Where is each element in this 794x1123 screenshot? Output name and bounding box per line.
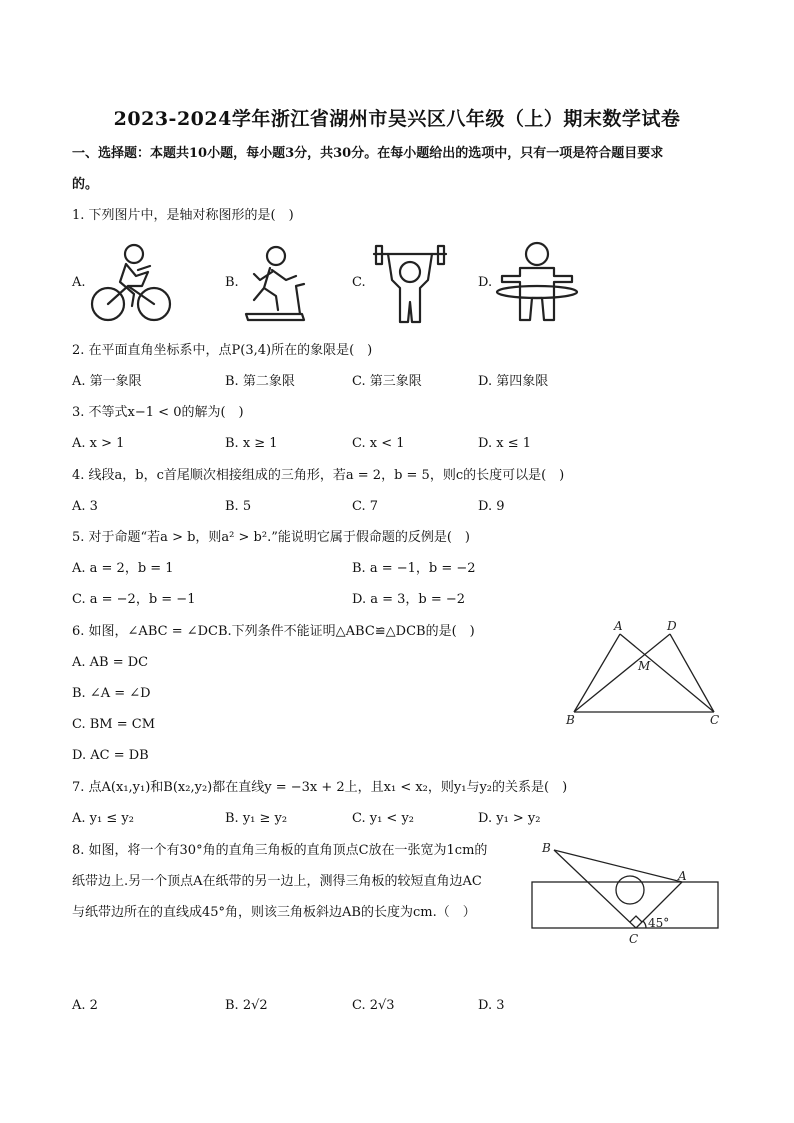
label-c: C	[629, 932, 639, 946]
angle-arc	[643, 921, 646, 928]
segment-db	[574, 634, 670, 712]
cyclist-icon	[90, 242, 172, 326]
q6-option-c: C. BM = CM	[72, 717, 156, 732]
q4-option-d: D. 9	[478, 499, 505, 514]
question-8-stem-line1: 8. 如图，将一个有30°角的直角三角板的直角顶点C放在一张宽为1cm的	[72, 843, 488, 858]
treadmill-runner-icon	[242, 244, 312, 324]
q8-option-a: A. 2	[72, 998, 98, 1013]
segment-bc	[554, 850, 636, 928]
question-8-stem-line2: 纸带边上.另一个顶点A在纸带的另一边上，测得三角板的较短直角边AC	[72, 874, 482, 889]
q5-option-c: C. a = −2，b = −1	[72, 592, 196, 607]
q1-option-c: C.	[352, 275, 366, 290]
segment-cd	[670, 634, 714, 712]
q6-option-b: B. ∠A = ∠D	[72, 686, 151, 701]
q7-option-c: C. y₁ < y₂	[352, 811, 415, 826]
q2-option-c: C. 第三象限	[352, 374, 422, 389]
label-45-degree: 45°	[648, 916, 670, 930]
question-2-stem: 2. 在平面直角坐标系中，点P(3,4)所在的象限是( )	[72, 343, 373, 358]
q5-option-b: B. a = −1，b = −2	[352, 561, 476, 576]
q3-option-b: B. x ≥ 1	[225, 436, 278, 451]
label-a: A	[678, 869, 687, 883]
question-4-stem: 4. 线段a，b，c首尾顺次相接组成的三角形，若a = 2，b = 5，则c的长度可以是( )	[72, 468, 565, 483]
page-title: 2023-2024学年浙江省湖州市吴兴区八年级（上）期末数学试卷	[113, 108, 681, 130]
label-b: B	[542, 841, 551, 855]
segment-ba	[554, 850, 682, 882]
question-8-stem-line3: 与纸带边所在的直线成45°角，则该三角板斜边AB的长度为cm.（ ）	[72, 905, 476, 920]
label-d: D	[667, 619, 677, 633]
q3-option-c: C. x < 1	[352, 436, 405, 451]
q1-option-a: A.	[72, 275, 86, 290]
segment-ba	[574, 634, 620, 712]
triangle-figure-q6	[560, 618, 730, 730]
label-a: A	[614, 619, 623, 633]
triangle-on-strip-figure-q8	[528, 838, 724, 948]
hula-hoop-icon	[494, 240, 580, 326]
q2-option-a: A. 第一象限	[72, 374, 142, 389]
label-m: M	[638, 659, 651, 673]
label-b: B	[566, 713, 575, 727]
weightlifter-icon	[370, 240, 450, 326]
question-1-stem: 1. 下列图片中，是轴对称图形的是( )	[72, 208, 294, 223]
q2-option-b: B. 第二象限	[225, 374, 295, 389]
q1-option-d: D.	[478, 275, 493, 290]
q3-option-a: A. x > 1	[72, 436, 125, 451]
q5-option-a: A. a = 2，b = 1	[72, 561, 174, 576]
question-5-stem: 5. 对于命题“若a > b，则a² > b².”能说明它属于假命题的反例是( )	[72, 530, 470, 545]
q8-option-d: D. 3	[478, 998, 505, 1013]
q7-option-a: A. y₁ ≤ y₂	[72, 811, 134, 826]
q2-option-d: D. 第四象限	[478, 374, 549, 389]
section-heading-line1: 一、选择题：本题共10小题，每小题3分，共30分。在每小题给出的选项中，只有一项是符合题目要求	[72, 146, 664, 161]
right-angle-mark	[630, 916, 642, 922]
question-3-stem: 3. 不等式x−1 < 0的解为( )	[72, 405, 244, 420]
q6-option-d: D. AC = DB	[72, 748, 149, 763]
segment-ac	[620, 634, 714, 712]
q6-option-a: A. AB = DC	[72, 655, 149, 670]
q4-option-a: A. 3	[72, 499, 98, 514]
q7-option-d: D. y₁ > y₂	[478, 811, 541, 826]
question-6-stem: 6. 如图，∠ABC = ∠DCB.下列条件不能证明△ABC≌△DCB的是( )	[72, 624, 475, 639]
q7-option-b: B. y₁ ≥ y₂	[225, 811, 288, 826]
question-7-stem: 7. 点A(x₁,y₁)和B(x₂,y₂)都在直线y = −3x + 2上，且x₁ < x₂，则y₁与y₂的关系是( )	[72, 780, 568, 795]
q5-option-d: D. a = 3，b = −2	[352, 592, 466, 607]
section-heading-line2: 的。	[72, 177, 99, 192]
q4-option-b: B. 5	[225, 499, 252, 514]
label-c: C	[710, 713, 720, 727]
paper-strip	[532, 882, 718, 928]
q8-option-c: C. 2√3	[352, 998, 395, 1013]
triangle-hole	[616, 876, 644, 904]
q1-option-b: B.	[225, 275, 239, 290]
q3-option-d: D. x ≤ 1	[478, 436, 531, 451]
q4-option-c: C. 7	[352, 499, 379, 514]
q8-option-b: B. 2√2	[225, 998, 268, 1013]
